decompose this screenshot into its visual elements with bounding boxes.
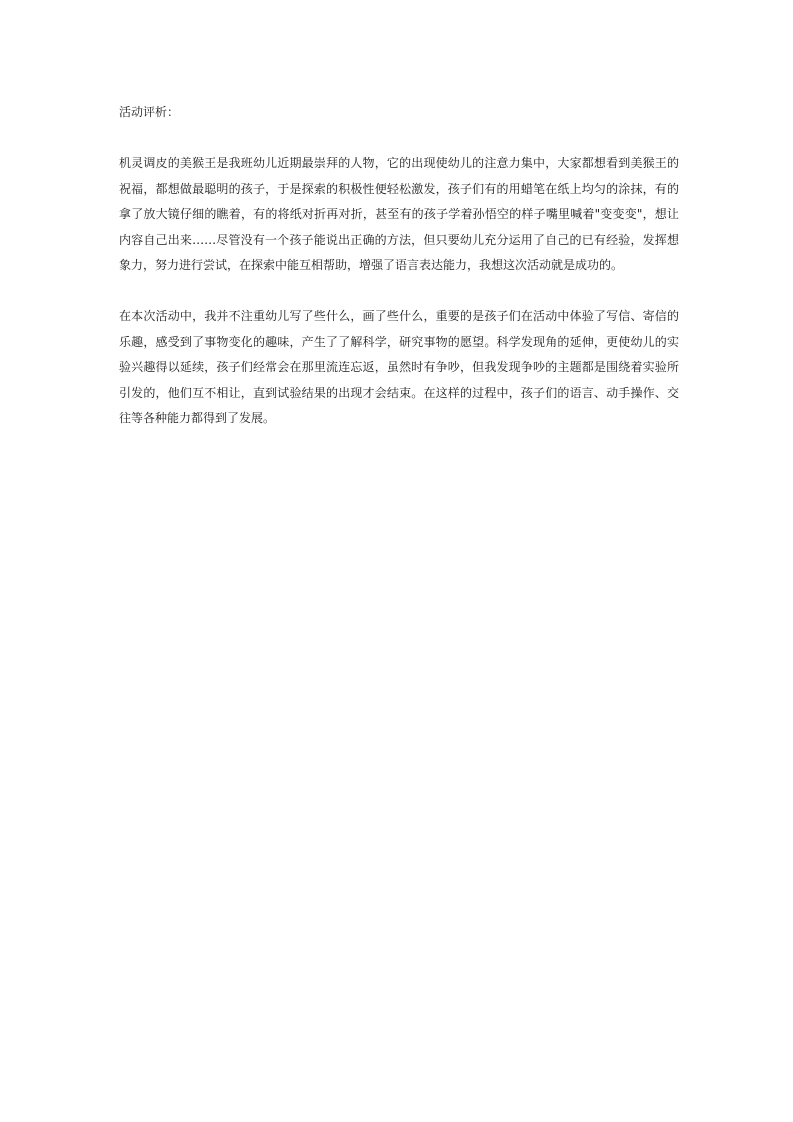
paragraph-activity-analysis: 机灵调皮的美猴王是我班幼儿近期最崇拜的人物，它的出现使幼儿的注意力集中，大家都想看到美猴王的祝福，都想做最聪明的孩子，于是探索的积极性便轻松激发，孩子们有的用蜡笔在纸上均匀的涂抹，有的拿了放大镜仔细的瞧着，有的将纸对折再对折，甚至有的孩子学着孙悟空的样子嘴里喊着"变变变"，想让内容自己出来……尽管没有一个孩子能说出正确的方法，但只要幼儿充分运用了自己的已有经验，发挥想象力，努力进行尝试，在探索中能互相帮助，增强了语言表达能力，我想这次活动就是成功的。 (119, 156, 679, 273)
section-heading: 活动评析： (119, 105, 180, 119)
document-body (119, 99, 679, 432)
paragraph-activity-reflection: 在本次活动中，我并不注重幼儿写了些什么，画了些什么，重要的是孩子们在活动中体验了写信、寄信的乐趣，感受到了事物变化的趣味，产生了了解科学，研究事物的愿望。科学发现角的延伸，更使幼儿的实验兴趣得以延续，孩子们经常会在那里流连忘返，虽然时有争吵，但我发现争吵的主题都是围绕着实验所引发的，他们互不相让，直到试验结果的出现才会结束。在这样的过程中，孩子们的语言、动手操作、交往等各种能力都得到了发展。 (119, 308, 679, 426)
